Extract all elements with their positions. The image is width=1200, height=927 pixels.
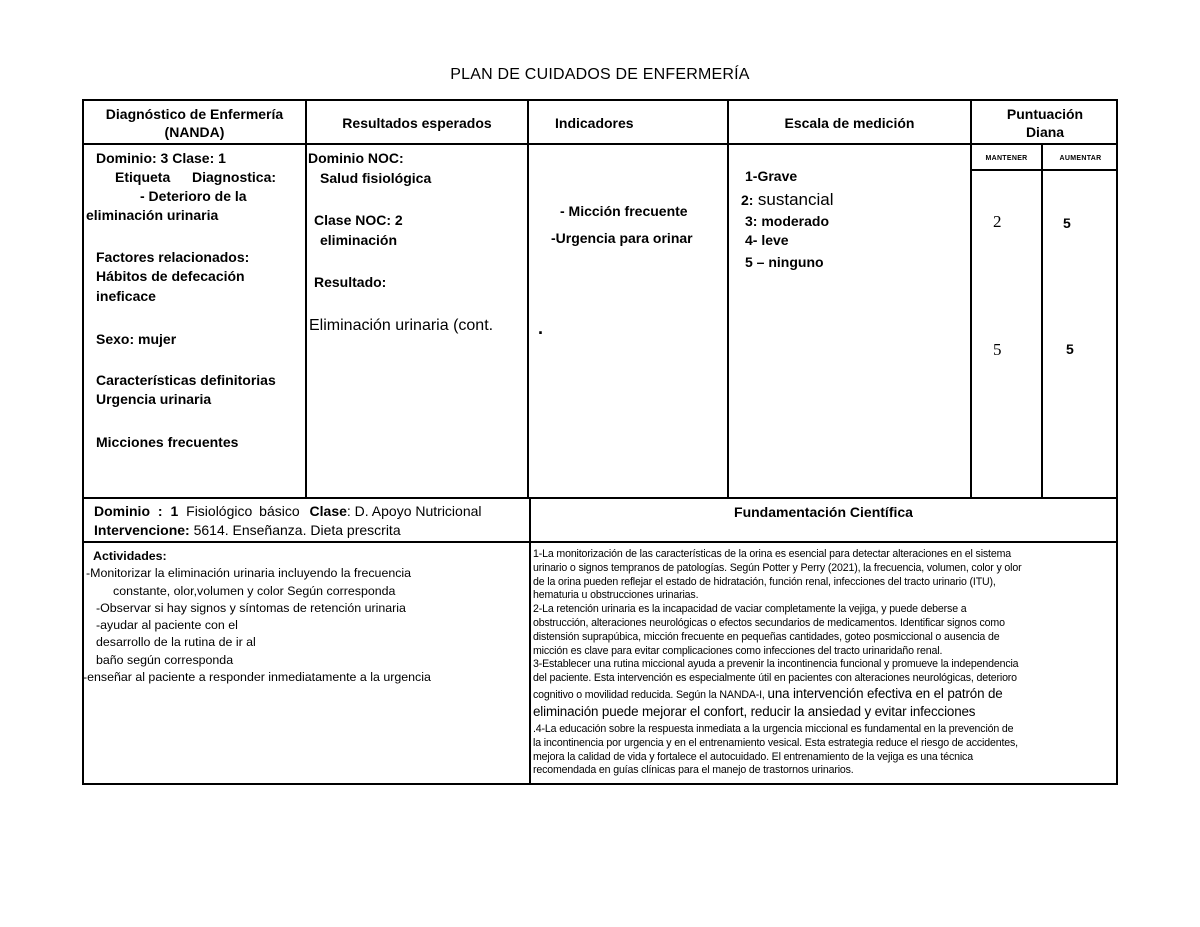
actividad-line: -Monitorizar la eliminación urinaria incluyendo la frecuencia (86, 566, 412, 581)
diag-etiqueta-a: Etiqueta (115, 169, 171, 185)
header-puntuacion (972, 105, 1118, 141)
fund-large-1: una intervención efectiva en el patrón de (767, 685, 1003, 701)
intervencion-linea (94, 522, 401, 538)
fund-line: .4-La educación sobre la respuesta inmediata a la urgencia miccional es fundamental en la prevención de (533, 722, 1014, 735)
diag-deterioro: - Deterioro de la (140, 188, 247, 204)
mantener-value-2: 5 (993, 340, 1002, 359)
escala-leve: 4- leve (745, 232, 789, 248)
bottom-row-divider (82, 541, 1118, 543)
actividades-label: Actividades: (93, 549, 167, 563)
actividad-line: -enseñar al paciente a responder inmediatamente a la urgencia (83, 670, 431, 685)
res-resultado: Resultado: (314, 274, 387, 290)
fund-line: mejora la calidad de vida y fortalece el autocuidado. El entrenamiento de la vejiga es una técnica (533, 750, 973, 763)
aumentar-value-2: 5 (1066, 341, 1074, 357)
escala-sustancial-text: sustancial (757, 190, 834, 209)
header-resultados: Resultados esperados (342, 115, 492, 131)
actividad-line: baño según corresponda (96, 652, 234, 667)
fund-line: urinario o signos tempranos de patologías. Según Potter y Perry (2021), la frecuencia, volumen, color y olor (533, 561, 1022, 574)
fund-line: micción es clave para evitar complicaciones como infecciones del tracto urinaridaño renal. (533, 644, 943, 657)
mantener-value-1: 2 (993, 212, 1002, 231)
fund-large-2: eliminación puede mejorar el confort, reducir la ansiedad y evitar infecciones (533, 703, 976, 719)
header-aumentar: AUMENTAR (1059, 155, 1102, 162)
diag-caracteristicas: Características definitorias (96, 372, 276, 388)
col-divider-2 (527, 99, 529, 499)
actividad-line: -Observar si hay signos y síntomas de retención urinaria (96, 600, 406, 615)
header-indicadores: Indicadores (555, 115, 634, 131)
fund-line: 1-La monitorización de las características de la orina es esencial para detectar alteraciones en el sistema (533, 548, 1011, 560)
intervencion-dominio-label: Dominio (94, 503, 150, 519)
diag-etiqueta-b: Diagnostica: (192, 169, 277, 185)
res-clase-noc: Clase NOC: 2 (314, 212, 403, 228)
diag-dominio: Dominio: 3 Clase: 1 (96, 150, 226, 166)
fund-line: del paciente. Esta intervención es especialmente útil en pacientes con alteraciones neurológicas, deterioro (533, 672, 1017, 685)
intervencion-dominio-text: Fisiológico básico (186, 503, 300, 519)
escala-moderado: 3: moderado (745, 213, 830, 229)
res-eliminacion: eliminación (320, 232, 398, 248)
aumentar-value-1: 5 (1063, 215, 1071, 231)
intervencion-dominio-sep: : (157, 503, 163, 519)
page-title: PLAN DE CUIDADOS DE ENFERMERÍA (450, 66, 750, 83)
actividad-line: constante, olor,volumen y color Según corresponda (113, 583, 396, 598)
fund-line-mixed (533, 686, 1113, 703)
fundamentacion-text (533, 548, 1113, 778)
diag-urgencia: Urgencia urinaria (96, 391, 212, 407)
fund-line: distensión suprapúbica, micción frecuente en pequeñas cantidades, goteo posmiccional o ausencia de (533, 630, 1000, 643)
escala-grave: 1-Grave (745, 168, 798, 184)
header-puntuacion-line1: Puntuación (1006, 106, 1084, 122)
escala-ninguno: 5 – ninguno (745, 254, 824, 270)
col-divider-1 (305, 99, 307, 499)
indicador-bullet: . (538, 318, 544, 338)
intervencion-clase-label: Clase (309, 503, 347, 519)
header-diagnostico-line2: (NANDA) (164, 124, 225, 140)
fund-line: obstrucción, alteraciones neurológicas o efectos secundarios de medicamentos. Identificar signos como (533, 616, 1005, 629)
fund-line: de la orina pueden reflejar el estado de hidratación, función renal, infecciones del tracto urinario (ITU), (533, 575, 996, 588)
header-diagnostico-line1: Diagnóstico de Enfermería (105, 106, 284, 122)
col-divider-3 (727, 99, 729, 499)
actividad-line: -ayudar al paciente con el (96, 618, 238, 633)
res-dominio-noc: Dominio NOC: (308, 150, 404, 166)
fund-line: la incontinencia por urgencia y en el entrenamiento vesical. Esta estrategia reduce el riesgo de accidentes, (533, 736, 1018, 749)
header-divider (82, 143, 1118, 145)
header-escala: Escala de medición (784, 115, 915, 131)
indicador-item-1: - Micción frecuente (560, 203, 688, 219)
header-puntuacion-line2: Diana (1025, 124, 1065, 140)
fund-line: 3-Establecer una rutina miccional ayuda a prevenir la incontinencia funcional y promueve la independencia (533, 658, 1019, 671)
res-eliminacion-urinaria: Eliminación urinaria (cont. (309, 317, 494, 334)
actividades (83, 548, 526, 686)
intervencion-dominio (94, 503, 482, 519)
header-mantener: MANTENER (985, 155, 1028, 162)
fund-line: 2-La retención urinaria es la incapacidad de vaciar completamente la vejiga, y puede deberse a (533, 603, 967, 616)
diag-factores: Factores relacionados: (96, 249, 250, 265)
fund-line: recomendada en guías clínicas para el manejo de trastornos urinarios. (533, 764, 854, 777)
res-salud: Salud fisiológica (320, 170, 432, 186)
actividad-line: desarrollo de la rutina de ir al (96, 635, 256, 650)
col-divider-5 (1041, 143, 1043, 499)
header-diagnostico (84, 105, 305, 141)
fundamentacion-header: Fundamentación Científica (734, 504, 913, 520)
diag-ineficace: ineficace (96, 288, 156, 304)
diag-eliminacion: eliminación urinaria (86, 207, 219, 223)
subheader-divider (970, 169, 1118, 171)
fund-line: cognitivo o movilidad reducida. Según la NANDA-I, (533, 688, 765, 701)
intervencione-label: Intervencione: (94, 522, 190, 538)
intervencion-clase-text: : D. Apoyo Nutricional (346, 503, 482, 519)
intervencione-text: 5614. Enseñanza. Dieta prescrita (193, 522, 401, 538)
escala-sustancial-num: 2: (741, 192, 754, 208)
diag-habitos: Hábitos de defecación (96, 268, 245, 284)
intervencion-dominio-num: 1 (170, 503, 179, 519)
diag-sexo: Sexo: mujer (96, 331, 177, 347)
escala-sustancial (741, 190, 834, 210)
indicador-item-2: -Urgencia para orinar (551, 230, 693, 246)
diag-micciones: Micciones frecuentes (96, 434, 239, 450)
fund-line: hematuria u obstrucciones urinarias. (533, 589, 699, 602)
